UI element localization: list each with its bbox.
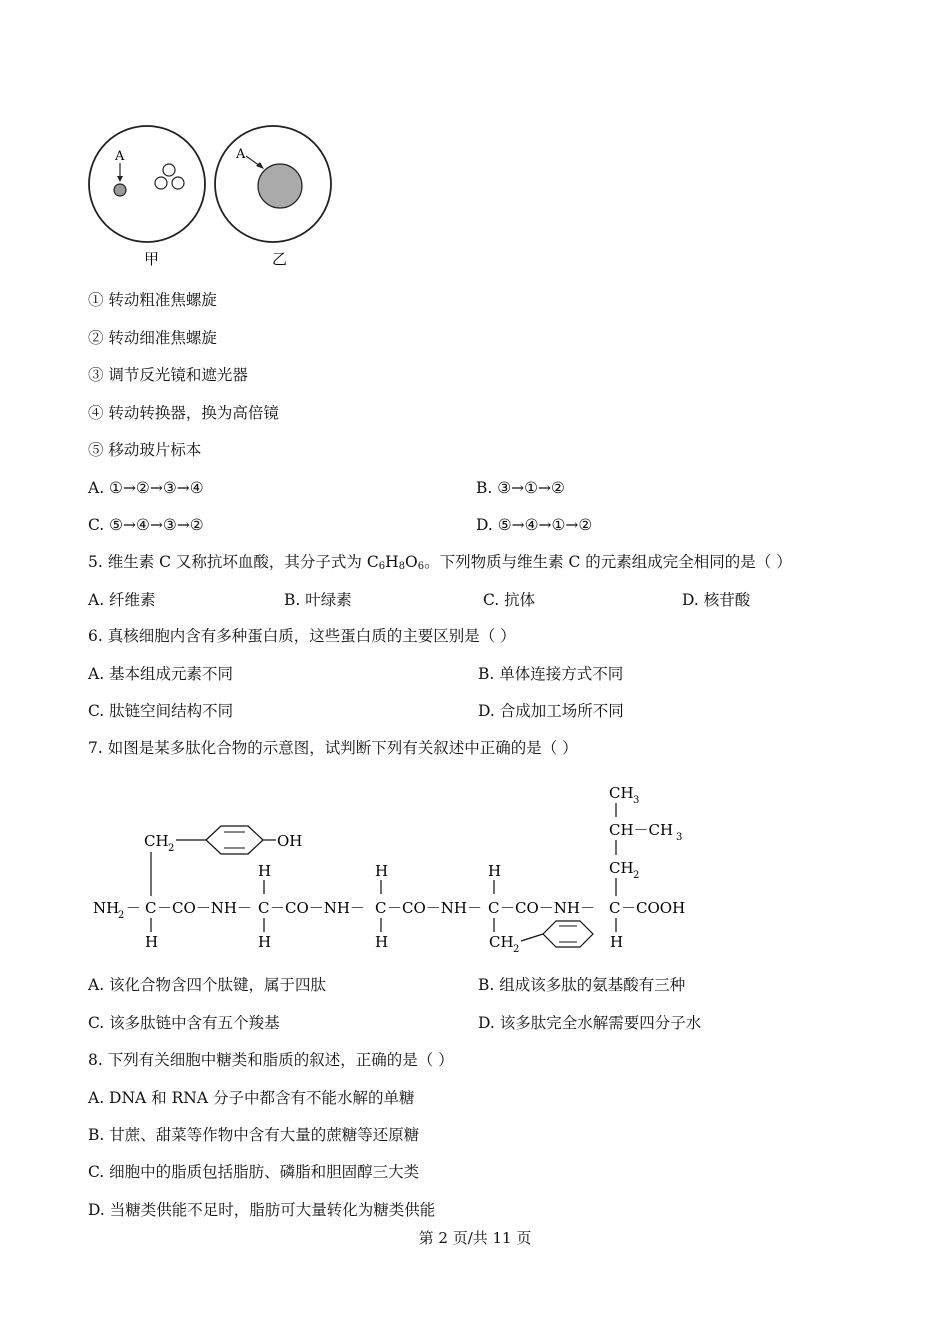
svg-text:－CO－NH－: －CO－NH－ [157,899,252,917]
q5-option-c: C. 抗体 [483,591,536,609]
step-2: ② 转动细准焦螺旋 [88,329,217,347]
q6-option-c: C. 肽链空间结构不同 [88,702,234,720]
label-a-left: A [115,149,125,164]
svg-text:H: H [610,933,624,951]
svg-text:H: H [375,933,389,951]
q8-option-a: A. DNA 和 RNA 分子中都含有不能水解的单糖 [88,1089,415,1107]
q4-option-b: B. ③→①→② [476,479,565,497]
svg-text:2: 2 [168,843,175,854]
hydroxyl: OH [277,832,303,850]
caption-right: 乙 [272,250,288,268]
svg-text:CH－CH: CH－CH [609,821,674,839]
svg-text:CH: CH [489,933,514,951]
svg-text:NH: NH [93,899,120,917]
svg-text:C: C [258,899,270,917]
target-cell-large [258,164,302,208]
svg-text:3: 3 [676,832,683,843]
q4-option-c: C. ⑤→④→③→② [88,516,204,534]
step-1: ① 转动粗准焦螺旋 [88,291,217,309]
q6-option-a: A. 基本组成元素不同 [88,665,234,683]
q4-option-d: D. ⑤→④→①→② [476,516,593,534]
svg-text:2: 2 [118,910,125,921]
step-4: ④ 转动转换器，换为高倍镜 [88,404,279,422]
label-a-right: A [236,147,246,162]
svg-text:C: C [375,899,387,917]
svg-text:H: H [375,862,389,880]
svg-text:CH: CH [609,784,634,802]
svg-text:C: C [145,899,157,917]
q6-stem: 6. 真核细胞内含有多种蛋白质，这些蛋白质的主要区别是（ ） [88,627,516,645]
q8-option-b: B. 甘蔗、甜菜等作物中含有大量的蔗糖等还原糖 [88,1126,420,1144]
svg-text:－CO－NH－: －CO－NH－ [387,899,482,917]
benzene-ring-1 [206,826,263,854]
svg-text:－CO－NH－: －CO－NH－ [270,899,365,917]
svg-text:H: H [488,862,502,880]
q7-option-d: D. 该多肽完全水解需要四分子水 [478,1014,702,1032]
svg-text:2: 2 [513,944,520,955]
svg-text:－COOH: －COOH [621,899,686,917]
svg-text:3: 3 [633,795,640,806]
svg-text:2: 2 [633,870,640,881]
q5-option-d: D. 核苷酸 [682,591,751,609]
q8-option-c: C. 细胞中的脂质包括脂肪、磷脂和胆固醇三大类 [88,1163,420,1181]
svg-text:C: C [488,899,500,917]
q6-option-b: B. 单体连接方式不同 [478,665,624,683]
q5-option-b: B. 叶绿素 [284,591,352,609]
microscope-figure [80,118,350,273]
benzene-ring-2 [543,921,593,947]
step-3: ③ 调节反光镜和遮光器 [88,366,248,384]
q8-option-d: D. 当糖类供能不足时，脂肪可大量转化为糖类供能 [88,1201,436,1219]
q4-option-a: A. ①→②→③→④ [88,479,204,497]
caption-left: 甲 [144,250,160,268]
svg-text:H: H [258,933,272,951]
page-footer: 第 2 页/共 11 页 [418,1229,532,1247]
q7-stem: 7. 如图是某多肽化合物的示意图，试判断下列有关叙述中正确的是（ ） [88,739,578,757]
q8-stem: 8. 下列有关细胞中糖类和脂质的叙述，正确的是（ ） [88,1051,454,1069]
field-of-view-left [89,126,205,242]
svg-text:H: H [145,933,159,951]
target-cell-small [114,184,126,196]
step-5: ⑤ 移动玻片标本 [88,441,202,459]
svg-text:－CO－NH－: －CO－NH－ [500,899,595,917]
svg-text:H: H [258,862,272,880]
svg-text:CH: CH [609,859,634,877]
polypeptide-structure [88,776,708,956]
q7-option-a: A. 该化合物含四个肽键，属于四肽 [88,976,327,994]
q5-option-a: A. 纤维素 [88,591,156,609]
q7-option-c: C. 该多肽链中含有五个羧基 [88,1014,280,1032]
svg-text:－: － [126,899,142,917]
q7-option-b: B. 组成该多肽的氨基酸有三种 [478,976,686,994]
q5-stem: 5. 维生素 C 又称抗坏血酸，其分子式为 $C_6H_8O_6$。下列物质与维生素 C 的元素组成完全相同的是（ ） [88,553,792,572]
svg-text:CH: CH [144,832,169,850]
q6-option-d: D. 合成加工场所不同 [478,702,624,720]
svg-text:C: C [609,899,621,917]
